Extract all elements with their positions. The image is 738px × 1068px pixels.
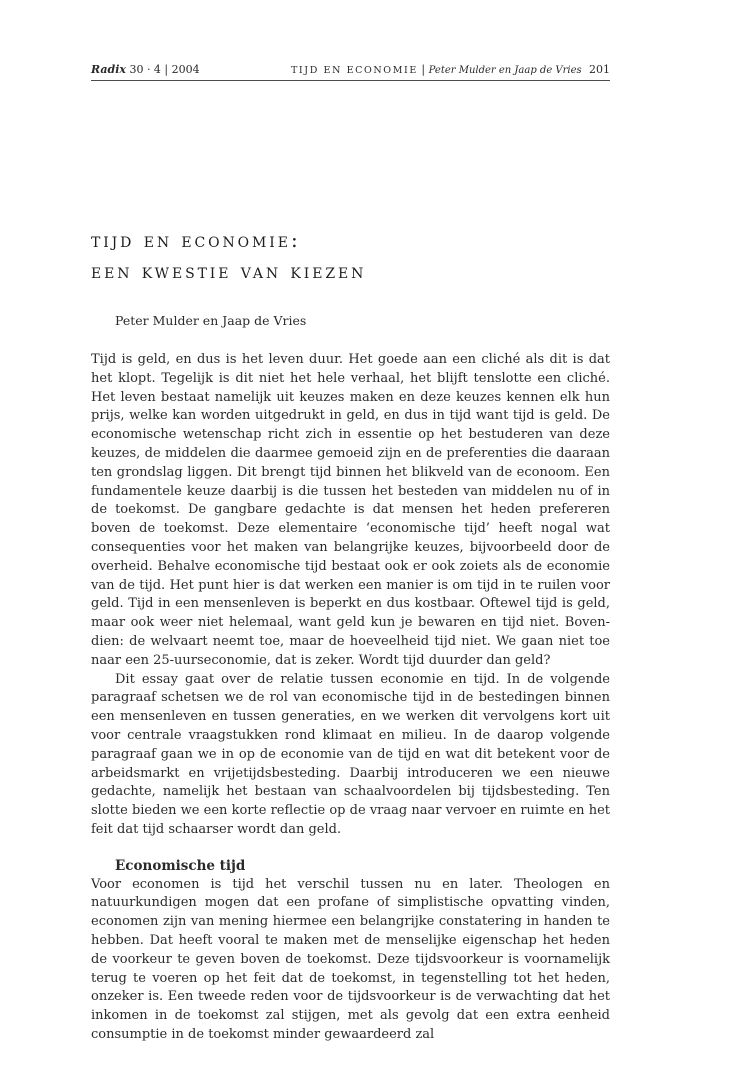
journal-info [91, 64, 200, 76]
section-heading: Economische tijd [115, 857, 246, 874]
header-section-title: TIJD EN ECONOMIE [291, 65, 418, 76]
header-separator: | [417, 63, 429, 76]
journal-issue: 30 · 4 | 2004 [125, 63, 200, 76]
article-title [91, 225, 631, 287]
article-byline: Peter Mulder en Jaap de Vries [115, 313, 307, 328]
page-number: 201 [589, 63, 610, 76]
body-paragraph-2: Dit essay gaat over de relatie tussen economie en tijd. In de volgende paragraaf schetsen we de rol van economische tijd in de bestedingen binnen een mensenleven en tussen generaties, en we werken dit vervolgens kort uit voor centrale vraagstukken rond klimaat en milieu. In de daarop volgende paragraaf gaan we in op de economie van de tijd en wat dit betekent voor de arbeidsmarkt en vrijetijdsbesteding. Daarbij introduceren we een nieuwe gedachte, namelijk het bestaan van schaalvoordelen bij tijdsbesteding. Ten slotte bieden we een korte reflectie op de vraag naar vervoer en ruimte en het feit dat tijd schaarser wordt dan geld. [91, 671, 610, 837]
header-authors: Peter Mulder en Jaap de Vries [428, 65, 582, 76]
running-header [91, 64, 610, 81]
article-title-line-2: een kwestie van kiezen [91, 259, 367, 283]
header-article-info [291, 64, 582, 77]
body-paragraph-1: Tijd is geld, en dus is het leven duur. Het goede aan een cliché als dit is dat het klopt. Tegelijk is dit niet het hele verhaal, het blijft tenslotte een cliché. Het leven bestaat namelijk uit keuzes maken en deze keuzes kennen elk hun prijs, welke kan worden uitgedrukt in geld, en dus in tijd want tijd is geld. De economische wetenschap richt zich in essentie op het bestuderen van deze keuzes, de middelen die daarmee gemoeid zijn en de preferenties die daaraan ten grondslag liggen. Dit brengt tijd binnen het blikveld van de econoom. Een fundamentele keuze daarbij is die tussen het besteden van middelen nu of in de toekomst. De gangbare gedachte is dat mensen het heden prefereren boven de toekomst. Deze elementaire ‘economische tijd’ heeft nogal wat consequenties voor het maken van belangrijke keuzes, bijvoorbeeld door de overheid. Behalve economische tijd bestaat ook er ook zoiets als de economie van de tijd. Het punt hier is dat werken een manier is om tijd in te ruilen voor geld. Tijd in een mensenleven is beperkt en dus kostbaar. Oftewel tijd is geld, maar ook weer niet helemaal, want geld kun je bewaren en tijd niet. Bovendien: de welvaart neemt toe, maar de hoeveelheid tijd niet. We gaan niet toe naar een 25-uurseconomie, dat is zeker. Wordt tijd duurder dan geld? [91, 352, 610, 668]
section-paragraph: Voor economen is tijd het verschil tussen nu en later. Theologen en natuurkundigen mogen dat een profane of simplistische opvatting vinden, economen zijn van mening hiermee een belangrijke constatering in handen te hebben. Dat heeft vooral te maken met de menselijke eigenschap het heden de voorkeur te geven boven de toekomst. Deze tijdsvoorkeur is voornamelijk terug te voeren op het feit dat de toekomst, in tegenstelling tot het heden, onzeker is. Een tweede reden voor de tijdsvoorkeur is de verwachting dat het inkomen in de toekomst zal stijgen, met als gevolg dat een extra eenheid consumptie in de toekomst minder gewaardeerd zal [91, 876, 610, 1042]
article-body [91, 351, 610, 1045]
journal-name: Radix [91, 63, 126, 76]
article-title-line-1: tijd en economie: [91, 228, 301, 252]
